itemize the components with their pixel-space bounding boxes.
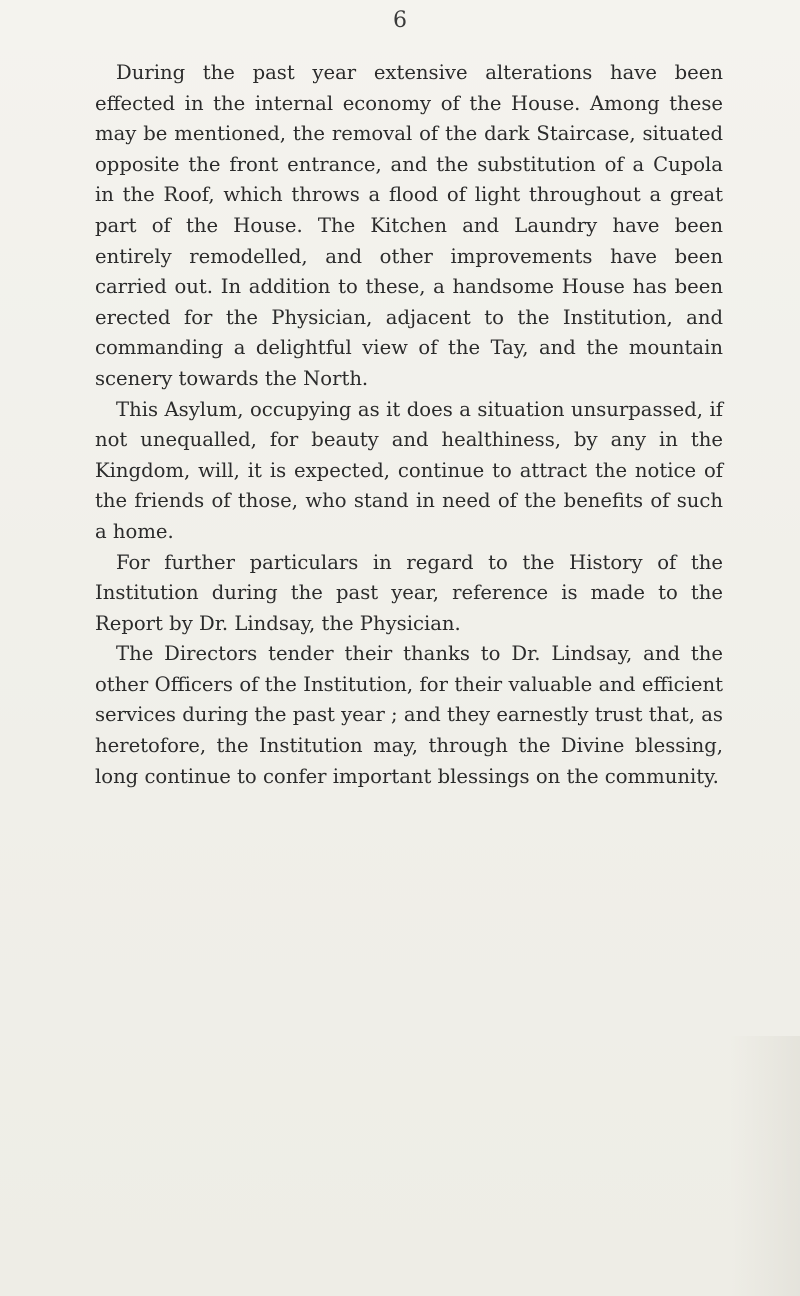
page-number: 6 xyxy=(393,8,407,33)
paragraph-further-particulars: For further particulars in regard to the History of the Institution during the past year, reference is made to the Report by Dr. Lindsay, the Physician. xyxy=(95,550,723,635)
paragraph-alterations: During the past year extensive alterations have been effected in the internal economy of the House. Among these may be mentioned, the removal of the dark Staircase, situated opposite the front entrance, and the substitution of a Cupola in the Roof, which throws a flood of light throughout a great part of the House. The Kitchen and Laundry have been entirely remodelled, and other improvements have been carried out. In addition to these, a handsome House has been erected for the Physician, adjacent to the Institution, and commanding a delightful view of the Tay, and the mountain scenery towards the North. xyxy=(95,61,723,390)
paragraph-directors-thanks: The Directors tender their thanks to Dr. Lindsay, and the other Officers of the Institution, for their valuable and efficient services during the past year ; and they earnestly trust that, as heretofore, the Institution may, through the Divine blessing, long continue to confer important blessings on the community. xyxy=(95,642,723,788)
page-edge-shadow xyxy=(730,1036,800,1296)
body-text xyxy=(95,58,723,792)
paragraph-asylum: This Asylum, occupying as it does a situation unsurpassed, if not unequalled, for beauty and healthiness, by any in the Kingdom, will, it is expected, continue to attract the notice of the friends of those, who stand in need of the benefits of such a home. xyxy=(95,397,723,543)
